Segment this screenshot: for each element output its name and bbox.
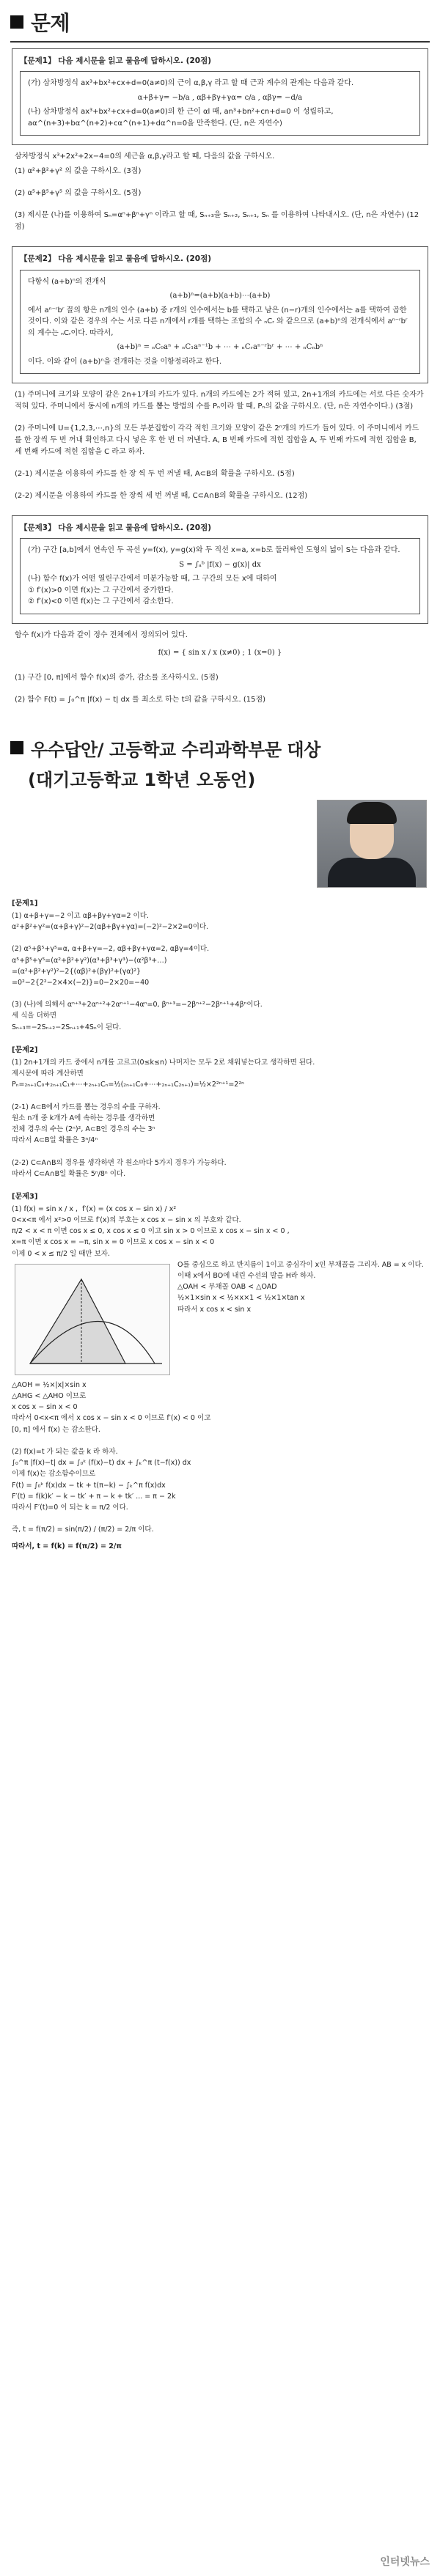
passage-ga-equation: α+β+γ= −b/a , αβ+βγ+γα= c/a , αβγ= −d/a — [137, 93, 303, 102]
passage-equation: (a+b)ⁿ=(a+b)(a+b)⋯(a+b) — [169, 292, 271, 301]
answer-3-text-2: O를 중심으로 하고 반지름이 1이고 중심각이 x인 부채꼴을 그리자. AB = x 이다. 이때 x에서 BO에 내린 수선의 발을 H라 하자. △OAH < 부채꼴 OAB < △OAD ½×1×sin x < ½×x×1 < ½×1×tan x 따라서 x cos x < sin x — [177, 1260, 424, 1314]
passage-box — [20, 71, 420, 136]
passage-na: (나) 함수 f(x)가 어떤 열린구간에서 미분가능할 때, 그 구간의 모든 x에 대하여 — [28, 575, 277, 584]
answer-3-figure-row — [12, 1259, 428, 1380]
passage-line1: 에서 aⁿ⁻ʳbʳ 꼴의 항은 n개의 인수 (a+b) 중 r개의 인수에서는 b를 택하고 남은 (n−r)개의 인수에서는 a를 택하여 곱한 것이다. 이와 같은 경우의 수는 서로 다른 n개에서 r개를 택하는 조합의 수 ₙCᵣ 와 같으므로 (a+b)ⁿ의 전개식에서 aⁿ⁻ʳbʳ의 계수는 ₙCᵣ이다. 따라서, — [28, 306, 409, 337]
answer-3-label: [문제3] — [12, 1192, 38, 1201]
answer-3-text-3: △AOH = ½×|x|×sin x △AHG < △AHO 이므로 x cos x − sin x < 0 따라서 0<x<π 에서 x cos x − sin x < 0 이므로 f′(x) < 0 이고 [0, π] 에서 f(x) 는 감소한다. (2) f(x)=t 가 되는 값을 k 라 하자. ∫₀^π |f(x)−t| dx = ∫₀ᵏ (f(x)−t) dx + ∫ₖ^π (t−f(x)) dx 이제 f(x)는 감소함수이므로 F(t) = ∫₀ᵏ f(x)dx − tk + t(π−k) − ∫ₖ^π f(x)dx F′(t) = f(k)k′ − k − tk′ + π − k + tk′ ... = π − 2k 따라서 F′(t)=0 이 되는 k = π/2 이다. 즉, t = f(π/2) = sin(π/2) / (π/2) = 2/π 이다. — [12, 1380, 211, 1534]
question-1-sub3: (3) 제시문 (나)를 이용하여 Sₙ=αⁿ+βⁿ+γⁿ 이라고 할 때, Sₙ₊₃을 Sₙ₊₂, Sₙ₊₁, Sₙ 를 이용하여 나타내시오. (단, n은 자연수) (12점) — [15, 211, 419, 232]
question-3-sub1: (1) 구간 [0, π]에서 함수 f(x)의 증가, 감소를 조사하시오. (5점) — [15, 673, 219, 682]
question-3-sub2: (2) 함수 F(t) = ∫₀^π |f(x) − t| dx 를 최소로 하는 t의 값을 구하시오. (15점) — [15, 695, 266, 704]
square-bullet-icon — [10, 15, 23, 29]
passage-na: (나) 삼차방정식 ax³+bx²+cx+d=0(a≠0)의 한 근이 αl 때, an³+bn²+cn+d=0 이 성립하고, aα^(n+3)+bα^(n+2)+cα^(n+1)+dα^n=0을 만족한다. (단, n은 자연수) — [28, 108, 336, 128]
passage-equation-2: (a+b)ⁿ = ₙC₀aⁿ + ₙC₁aⁿ⁻¹b + ⋯ + ₙCᵣaⁿ⁻ʳbʳ + ⋯ + ₙCₙbⁿ — [117, 343, 323, 352]
answer-1-text: (1) α+β+γ=−2 이고 αβ+βγ+γα=2 이다. α²+β²+γ²=(α+β+γ)²−2(αβ+βγ+γα)=(−2)²−2×2=0이다. (2) α⁵+β⁵+γ⁵=α, α+β+γ=−2, αβ+βγ+γα=2, αβγ=4이다. α⁵+β⁵+γ⁵=(α²+β²+γ²)(α³+β³+γ³)−(α²β³+…) =(α²+β²+γ²)²−2{(αβ)²+(βγ)²+(γα)²} =0²−2{2²−2×4×(−2)}=0−2×20=−40 (3) (나)에 의해서 αⁿ⁺³+2αⁿ⁺²+2αⁿ⁺¹−4αⁿ=0, βⁿ⁺³=−2βⁿ⁺²−2βⁿ⁺¹+4βⁿ이다. 세 식을 더하면 Sₙ₊₃=−2Sₙ₊₂−2Sₙ₊₁+4Sₙ이 된다. — [12, 911, 263, 1031]
passage-box — [20, 538, 420, 614]
question-1-box — [12, 48, 428, 145]
question-2-box — [12, 246, 428, 383]
passage-na-1: ① f′(x)>0 이면 f(x)는 그 구간에서 증가한다. — [28, 586, 174, 595]
student-photo — [317, 800, 427, 888]
question-2-part1: (1) 주머니에 크기와 모양이 같은 2n+1개의 카드가 있다. n개의 카드에는 2가 적혀 있고, 2n+1개의 카드에는 서로 다른 숫자가 적혀 있다. 주머니에서 동시에 n개의 카드를 뽑는 방법의 수를 Pₙ이라 할 때, Pₙ의 값을 구하시오. (단, n은 자연수이다.) (3점) — [15, 391, 424, 411]
question-3-title: 【문제3】 다음 제시문을 읽고 물음에 답하시오. (20점) — [20, 523, 212, 533]
award-title: 우수답안/ 고등학교 수리과학부문 대상 — [31, 739, 320, 760]
award-header — [0, 728, 440, 765]
question-1-sub2: (2) α⁵+β⁵+γ⁵ 의 값을 구하시오. (5점) — [15, 189, 142, 198]
problem-header — [0, 0, 440, 41]
sector-diagram — [15, 1264, 170, 1375]
question-1-statement: 삼차방정식 x³+2x²+2x−4=0의 세근을 α,β,γ라고 할 때, 다음의 값을 구하시오. — [15, 152, 275, 161]
square-bullet-icon — [10, 741, 23, 754]
answer-section — [0, 800, 440, 1556]
problem-title: 문제 — [31, 11, 70, 35]
question-1-sub1: (1) α²+β²+γ² 의 값을 구하시오. (3점) — [15, 167, 142, 176]
passage-na-2: ② f′(x)<0 이면 f(x)는 그 구간에서 감소한다. — [28, 597, 174, 606]
answer-2-label: [문제2] — [12, 1045, 38, 1054]
question-2-sub1: (2-1) 제시문을 이용하여 카드를 한 장 씩 두 번 꺼낼 때, A⊂B의 확률을 구하시오. (5점) — [15, 470, 295, 479]
triangle-shape — [30, 1279, 125, 1364]
question-1-title: 【문제1】 다음 제시문을 읽고 물음에 답하시오. (20점) — [20, 56, 212, 65]
question-3-function: f(x) = { sin x / x (x≠0) ; 1 (x=0) } — [158, 648, 282, 657]
passage-box — [20, 270, 420, 375]
passage-ga: (가) 삼차방정식 ax³+bx²+cx+d=0(a≠0)의 근이 α,β,γ 라고 할 때 근과 계수의 관계는 다음과 같다. — [28, 79, 354, 88]
answer-3-text-1: (1) f(x) = sin x / x , f′(x) = (x cos x − sin x) / x² 0<x<π 에서 x²>0 이므로 f′(x)의 부호는 x cos x − sin x 의 부호와 같다. π/2 < x < π 이면 cos x ≤ 0, x cos x ≤ 0 이고 sin x > 0 이므로 x cos x − sin x < 0 , x=π 이면 x cos x = −π, sin x = 0 이므로 x cos x − sin x < 0 이제 0 < x ≤ π/2 일 때만 보자. — [12, 1204, 290, 1258]
passage-intro: 다항식 (a+b)ⁿ의 전개식 — [28, 277, 106, 286]
divider — [10, 41, 430, 43]
watermark: 인터넷뉴스 — [380, 2556, 430, 2568]
question-3-box — [12, 515, 428, 624]
question-3-statement: 함수 f(x)가 다음과 같이 정수 전체에서 정의되어 있다. — [15, 630, 188, 639]
question-2-title: 【문제2】 다음 제시문을 읽고 물음에 답하시오. (20점) — [20, 254, 212, 264]
question-2-sub2: (2-2) 제시문을 이용하여 카드를 한 장씩 세 번 꺼낼 때, C⊂A∩B의 확률을 구하시오. (12점) — [15, 492, 308, 501]
answer-2-text: (1) 2n+1개의 카드 중에서 n개를 고르고(0≤k≤n) 나머지는 모두 2로 채워넣는다고 생각하면 된다. 제시문에 따라 계산하면 Pₙ=₂ₙ₊₁C₀+₂ₙ₊₁C₁+⋯+₂ₙ₊₁Cₙ=½(₂ₙ₊₁C₀+⋯+₂ₙ₊₁C₂ₙ₊₁)=½×2²ⁿ⁺¹=2²ⁿ (2-1) A⊂B에서 카드를 뽑는 경우의 수를 구하자. 원소 n개 중 k개가 A에 속하는 경우를 생각하면 전체 경우의 수는 (2ⁿ)², A⊂B인 경우의 수는 3ⁿ 따라서 A⊂B일 확률은 3ⁿ/4ⁿ (2-2) C⊂A∩B의 경우를 생각하면 각 원소마다 5가지 경우가 가능하다. 따라서 C⊂A∩B일 확률은 5ⁿ/8ⁿ 이다. — [12, 1058, 315, 1178]
answer-3-final: 따라서, t = f(k) = f(π/2) = 2/π — [12, 1542, 122, 1551]
answer-1-label: [문제1] — [12, 899, 38, 908]
passage-line2: 이다. 이와 같이 (a+b)ⁿ을 전개하는 것을 이항정리라고 한다. — [28, 357, 222, 366]
award-subtitle: (대기고등학교 1학년 오동언) — [28, 769, 256, 790]
question-2-part2: (2) 주머니에 U={1,2,3,⋯,n}의 모든 부분집합이 각각 적힌 크기와 모양이 같은 2ⁿ개의 카드가 들어 있다. 이 주머니에서 카드를 한 장씩 두 번 꺼내 확인하고 다시 넣은 후 한 번 더 꺼낸다. A, B 번째 카드에 적힌 집합을 A, 두 번째 카드에 적힌 집합을 B, 세 번째 카드에 적힌 집합을 C 라고 하자. — [15, 424, 419, 457]
passage-ga: (가) 구간 [a,b]에서 연속인 두 곡선 y=f(x), y=g(x)와 두 직선 x=a, x=b로 둘러싸인 도형의 넓이 S는 다음과 같다. — [28, 546, 400, 555]
passage-ga-equation: S = ∫ₐᵇ |f(x) − g(x)| dx — [179, 560, 261, 569]
